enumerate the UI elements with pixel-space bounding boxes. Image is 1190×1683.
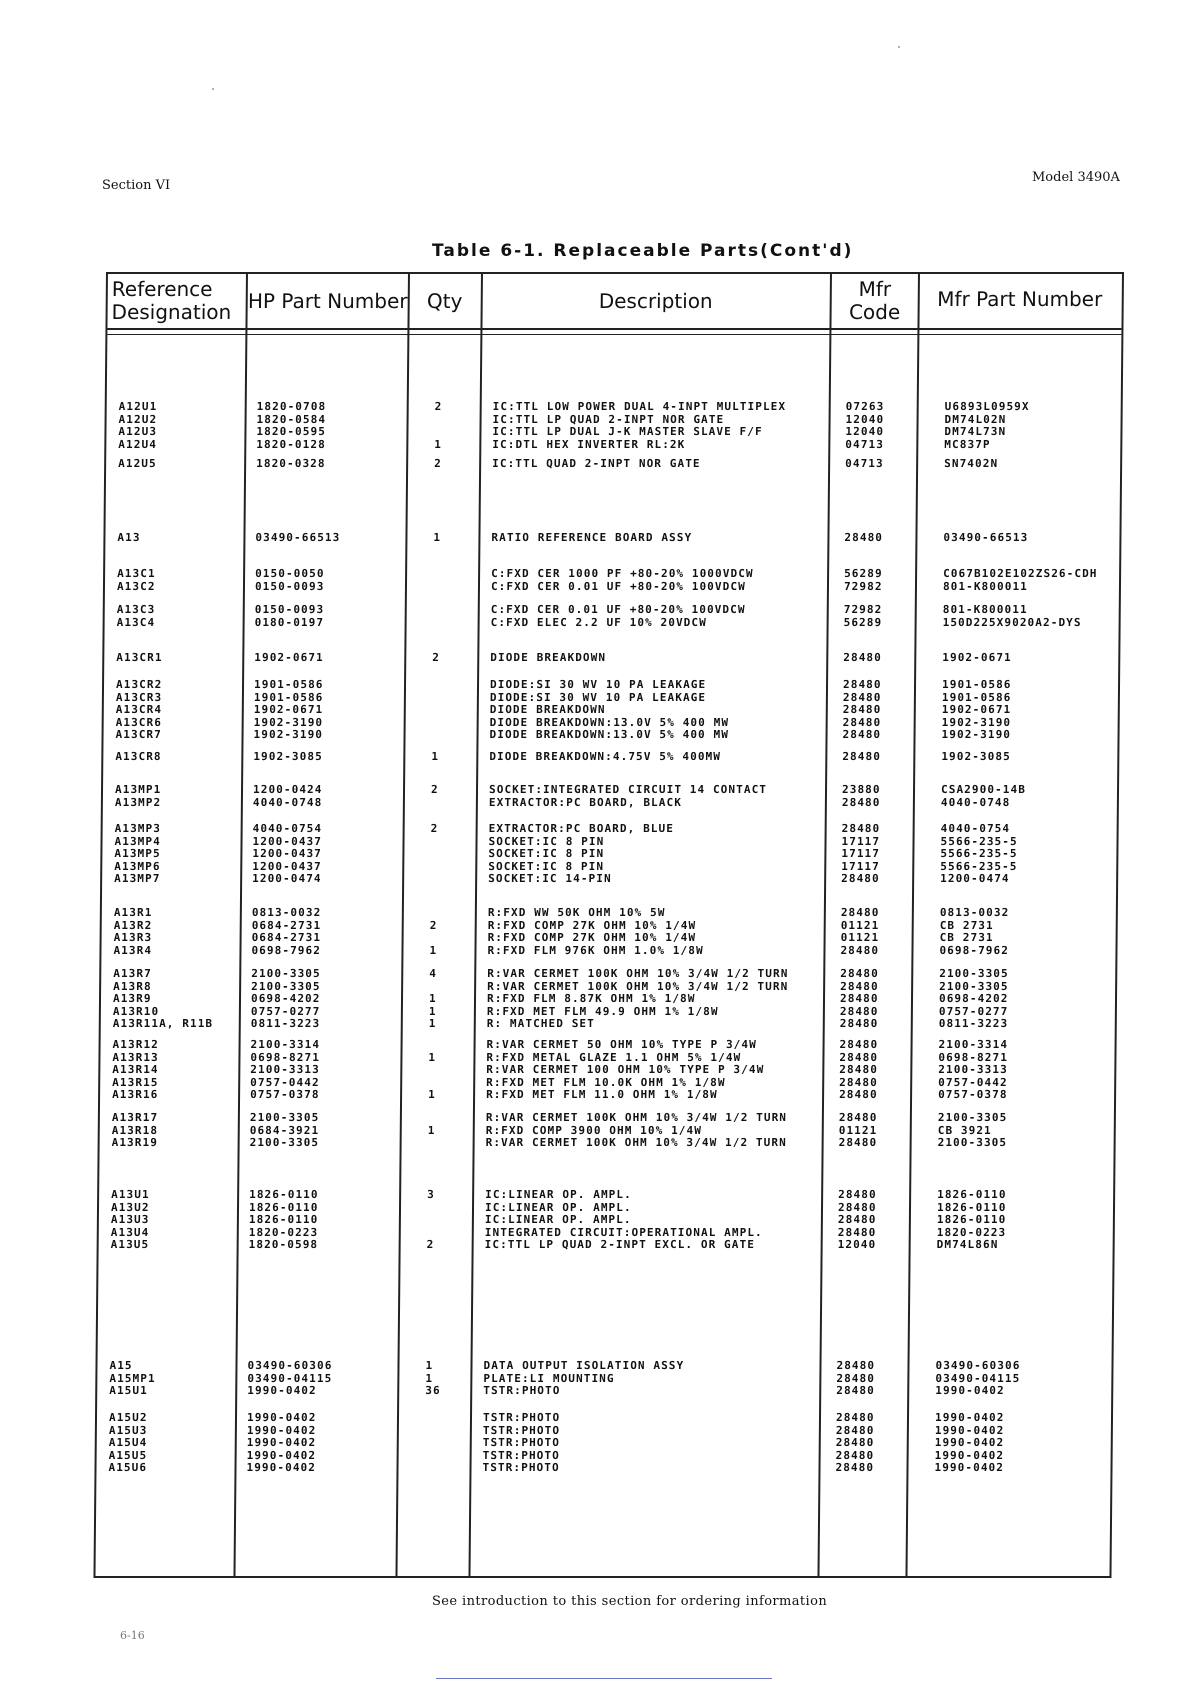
column-divider — [395, 274, 409, 1576]
hp-part-cell: 1901-0586 1901-0586 1902-0671 1902-3190 1902-3190 — [253, 678, 324, 742]
reference-cell: A13 — [117, 531, 141, 544]
mfr-part-cell: 4040-0754 5566-235-5 5566-235-5 5566-235-5 1200-0474 — [940, 822, 1018, 886]
header-rule — [107, 328, 1121, 330]
qty-cell: 2 1 — [434, 400, 443, 451]
hp-part-cell: 0813-0032 0684-2731 0684-2731 0698-7962 — [251, 906, 322, 957]
mfr-code-cell: 28480 28480 28480 28480 28480 — [835, 1411, 875, 1475]
mfr-part-cell: 801-K800011 150D225X9020A2-DYS — [942, 603, 1082, 629]
description-cell: R:VAR CERMET 50 OHM 10% TYPE P 3/4W R:FXD METAL GLAZE 1.1 OHM 5% 1/4W R:VAR CERMET 100 OHM 10% TYPE P 3/4W R:FXD MET FLM 10.0K OHM 1% 1/8W R:FXD MET FLM 11.0 OHM 1% 1/8W — [486, 1038, 765, 1102]
hp-part-cell: 2100-3305 0684-3921 2100-3305 — [249, 1111, 320, 1150]
reference-cell: A13CR2 A13CR3 A13CR4 A13CR6 A13CR7 — [115, 678, 163, 742]
mfr-code-cell: 04713 — [845, 457, 884, 470]
mfr-part-cell: 2100-3305 CB 3921 2100-3305 — [937, 1111, 1008, 1150]
description-cell: RATIO REFERENCE BOARD ASSY — [491, 531, 693, 544]
description-cell: DATA OUTPUT ISOLATION ASSY PLATE:LI MOUNTING TSTR:PHOTO — [483, 1359, 685, 1398]
hp-part-cell: 0150-0093 0180-0197 — [254, 603, 325, 629]
description-cell: SOCKET:INTEGRATED CIRCUIT 14 CONTACT EXTRACTOR:PC BOARD, BLACK — [488, 783, 768, 809]
mfr-code-cell: 56289 72982 — [843, 567, 883, 593]
qty-cell: 2 — [434, 457, 442, 470]
description-cell: IC:LINEAR OP. AMPL. IC:LINEAR OP. AMPL. IC:LINEAR OP. AMPL. INTEGRATED CIRCUIT:OPERATIONAL AMPL. IC:TTL LP QUAD 2-INPT EXCL. OR GATE — [484, 1188, 763, 1252]
mfr-part-cell: 1990-0402 1990-0402 1990-0402 1990-0402 1990-0402 — [934, 1411, 1005, 1475]
mfr-code-cell: 28480 28480 28480 28480 12040 — [837, 1188, 877, 1252]
model-label: Model 3490A — [1032, 170, 1120, 185]
column-divider — [905, 274, 919, 1576]
header-rule-inner — [107, 334, 1121, 335]
col-header-qty: Qty — [426, 289, 463, 313]
mfr-part-cell: 1902-0671 — [942, 651, 1012, 664]
mfr-part-cell: CSA2900-14B 4040-0748 — [940, 783, 1027, 809]
mfr-code-cell: 28480 17117 17117 17117 28480 — [841, 822, 881, 886]
mfr-code-cell: 28480 01121 01121 28480 — [840, 906, 880, 957]
hp-part-cell: 1826-0110 1826-0110 1826-0110 1820-0223 1820-0598 — [248, 1188, 319, 1252]
hp-part-cell: 1902-0671 — [254, 651, 324, 664]
mfr-part-cell: 1826-0110 1826-0110 1826-0110 1820-0223 DM74L86N — [936, 1188, 1007, 1252]
hp-part-cell: 4040-0754 1200-0437 1200-0437 1200-0437 1200-0474 — [252, 822, 323, 886]
description-cell: IC:TTL QUAD 2-INPT NOR GATE — [492, 457, 701, 470]
mfr-part-cell: 0813-0032 CB 2731 CB 2731 0698-7962 — [939, 906, 1010, 957]
mfr-part-cell: 1901-0586 1901-0586 1902-0671 1902-3190 1902-3190 — [941, 678, 1012, 742]
scan-speck — [212, 88, 214, 90]
hp-part-cell: 0150-0050 0150-0093 — [254, 567, 325, 593]
mfr-part-cell: C067B102E102ZS26-CDH 801-K800011 — [942, 567, 1098, 593]
page-number: 6-16 — [120, 1629, 145, 1642]
mfr-part-cell: U6893L0959X DM74L02N DM74L73N MC837P — [944, 400, 1030, 451]
hp-part-cell: 03490-66513 — [255, 531, 341, 544]
mfr-code-cell: 28480 28480 28480 — [836, 1359, 876, 1398]
description-cell: DIODE BREAKDOWN:4.75V 5% 400MW — [489, 750, 722, 763]
mfr-code-cell: 28480 28480 28480 28480 28480 — [839, 967, 879, 1031]
col-header-mfr-part: Mfr Part Number — [937, 287, 1103, 311]
qty-cell: 1 — [431, 750, 440, 763]
description-cell: EXTRACTOR:PC BOARD, BLUE SOCKET:IC 8 PIN SOCKET:IC 8 PIN SOCKET:IC 8 PIN SOCKET:IC 14-PIN — [488, 822, 675, 886]
col-header-reference: Reference Designation — [111, 277, 232, 324]
description-cell: R:VAR CERMET 100K OHM 10% 3/4W 1/2 TURN R:FXD COMP 3900 OHM 10% 1/4W R:VAR CERMET 100K OHM 10% 3/4W 1/2 TURN — [485, 1111, 788, 1150]
qty-cell: 2 — [430, 783, 439, 796]
qty-cell: 2 — [430, 822, 439, 835]
mfr-code-cell: 28480 01121 28480 — [838, 1111, 878, 1150]
qty-cell: 2 1 — [429, 906, 438, 957]
qty-cell: 1 1 — [428, 1038, 437, 1102]
reference-cell: A15 A15MP1 A15U1 — [109, 1359, 156, 1398]
col-header-mfr-code: Mfr Code — [848, 277, 901, 324]
reference-cell: A13MP3 A13MP4 A13MP5 A13MP6 A13MP7 — [114, 822, 162, 886]
hp-part-cell: 1990-0402 1990-0402 1990-0402 1990-0402 1990-0402 — [246, 1411, 317, 1475]
reference-cell: A13U1 A13U2 A13U3 A13U4 A13U5 — [110, 1188, 150, 1252]
mfr-part-cell: 1902-3085 — [941, 750, 1011, 763]
mfr-code-cell: 28480 — [843, 651, 882, 664]
mfr-code-cell: 28480 — [842, 750, 882, 763]
hp-part-cell: 03490-60306 03490-04115 1990-0402 — [247, 1359, 333, 1398]
hp-part-cell: 2100-3305 2100-3305 0698-4202 0757-0277 0811-3223 — [250, 967, 321, 1031]
reference-cell: A13R7 A13R8 A13R9 A13R10 A13R11A, R11B — [112, 967, 214, 1031]
mfr-code-cell: 28480 — [844, 531, 884, 544]
col-header-description: Description — [598, 289, 713, 313]
qty-cell: 4 1 1 1 — [428, 967, 438, 1031]
mfr-part-cell: SN7402N — [944, 457, 999, 470]
qty-cell: 1 1 36 — [425, 1359, 441, 1398]
mfr-code-cell: 07263 12040 12040 04713 — [845, 400, 885, 451]
reference-cell: A12U5 — [118, 457, 157, 470]
qty-cell: 3 2 — [426, 1188, 435, 1252]
mfr-code-cell: 23880 28480 — [841, 783, 881, 809]
description-cell: TSTR:PHOTO TSTR:PHOTO TSTR:PHOTO TSTR:PHOTO TSTR:PHOTO — [482, 1411, 561, 1475]
description-cell: C:FXD CER 0.01 UF +80-20% 100VDCW C:FXD ELEC 2.2 UF 10% 20VDCW — [490, 603, 746, 629]
reference-cell: A13C3 A13C4 — [116, 603, 156, 629]
description-cell: DIODE BREAKDOWN — [490, 651, 607, 664]
description-cell: DIODE:SI 30 WV 10 PA LEAKAGE DIODE:SI 30 WV 10 PA LEAKAGE DIODE BREAKDOWN DIODE BREAKDOWN:13.0V 5% 400 MW DIODE BREAKDOWN:13.0V 5% 400 MW — [489, 678, 730, 742]
hp-part-cell: 1902-3085 — [253, 750, 323, 763]
mfr-code-cell: 28480 28480 28480 28480 28480 — [842, 678, 882, 742]
reference-cell: A15U2 A15U3 A15U4 A15U5 A15U6 — [108, 1411, 148, 1475]
reference-cell: A13CR8 — [115, 750, 162, 763]
column-divider — [817, 274, 831, 1576]
parts-table — [93, 272, 1124, 1578]
scan-speck — [898, 46, 900, 48]
hp-part-cell: 1200-0424 4040-0748 — [252, 783, 323, 809]
reference-cell: A13R12 A13R13 A13R14 A13R15 A13R16 — [112, 1038, 159, 1102]
scan-edge-line — [436, 1678, 772, 1679]
table-title: Table 6-1. Replaceable Parts(Cont'd) — [432, 241, 854, 261]
section-label: Section VI — [102, 178, 171, 193]
mfr-part-cell: 2100-3314 0698-8271 2100-3313 0757-0442 0757-0378 — [938, 1038, 1009, 1102]
qty-cell: 2 — [432, 651, 441, 664]
description-cell: R:FXD WW 50K OHM 10% 5W R:FXD COMP 27K OHM 10% 1/4W R:FXD COMP 27K OHM 10% 1/4W R:FXD FLM 976K OHM 1.0% 1/8W — [487, 906, 704, 957]
reference-cell: A13CR1 — [116, 651, 163, 664]
mfr-part-cell: 03490-66513 — [943, 531, 1029, 544]
mfr-code-cell: 28480 28480 28480 28480 28480 — [839, 1038, 879, 1102]
reference-cell: A12U1 A12U2 A12U3 A12U4 — [118, 400, 158, 451]
description-cell: R:VAR CERMET 100K OHM 10% 3/4W 1/2 TURN R:VAR CERMET 100K OHM 10% 3/4W 1/2 TURN R:FXD FLM 8.87K OHM 1% 1/8W R:FXD MET FLM 49.9 OHM 1% 1/8W R: MATCHED SET — [486, 967, 789, 1031]
hp-part-cell: 1820-0708 1820-0584 1820-0595 1820-0128 — [256, 400, 327, 451]
column-divider — [468, 274, 482, 1576]
reference-cell: A13R1 A13R2 A13R3 A13R4 — [113, 906, 153, 957]
mfr-part-cell: 2100-3305 2100-3305 0698-4202 0757-0277 0811-3223 — [938, 967, 1009, 1031]
reference-cell: A13R17 A13R18 A13R19 — [111, 1111, 159, 1150]
hp-part-cell: 1820-0328 — [256, 457, 326, 470]
ordering-note: See introduction to this section for ordering information — [432, 1594, 828, 1609]
hp-part-cell: 2100-3314 0698-8271 2100-3313 0757-0442 0757-0378 — [250, 1038, 321, 1102]
column-divider — [233, 274, 247, 1576]
mfr-code-cell: 72982 56289 — [843, 603, 883, 629]
qty-cell: 1 — [427, 1111, 436, 1137]
reference-cell: A13MP1 A13MP2 — [114, 783, 162, 809]
qty-cell: 1 — [433, 531, 442, 544]
description-cell: IC:TTL LOW POWER DUAL 4-INPT MULTIPLEX IC:TTL LP QUAD 2-INPT NOR GATE IC:TTL LP DUAL J-K MASTER SLAVE F/F IC:DTL HEX INVERTER RL:2K — [492, 400, 787, 451]
reference-cell: A13C1 A13C2 — [116, 567, 156, 593]
mfr-part-cell: 03490-60306 03490-04115 1990-0402 — [935, 1359, 1021, 1398]
col-header-hp-part: HP Part Number — [247, 289, 408, 313]
description-cell: C:FXD CER 1000 PF +80-20% 1000VDCW C:FXD CER 0.01 UF +80-20% 100VDCW — [490, 567, 754, 593]
